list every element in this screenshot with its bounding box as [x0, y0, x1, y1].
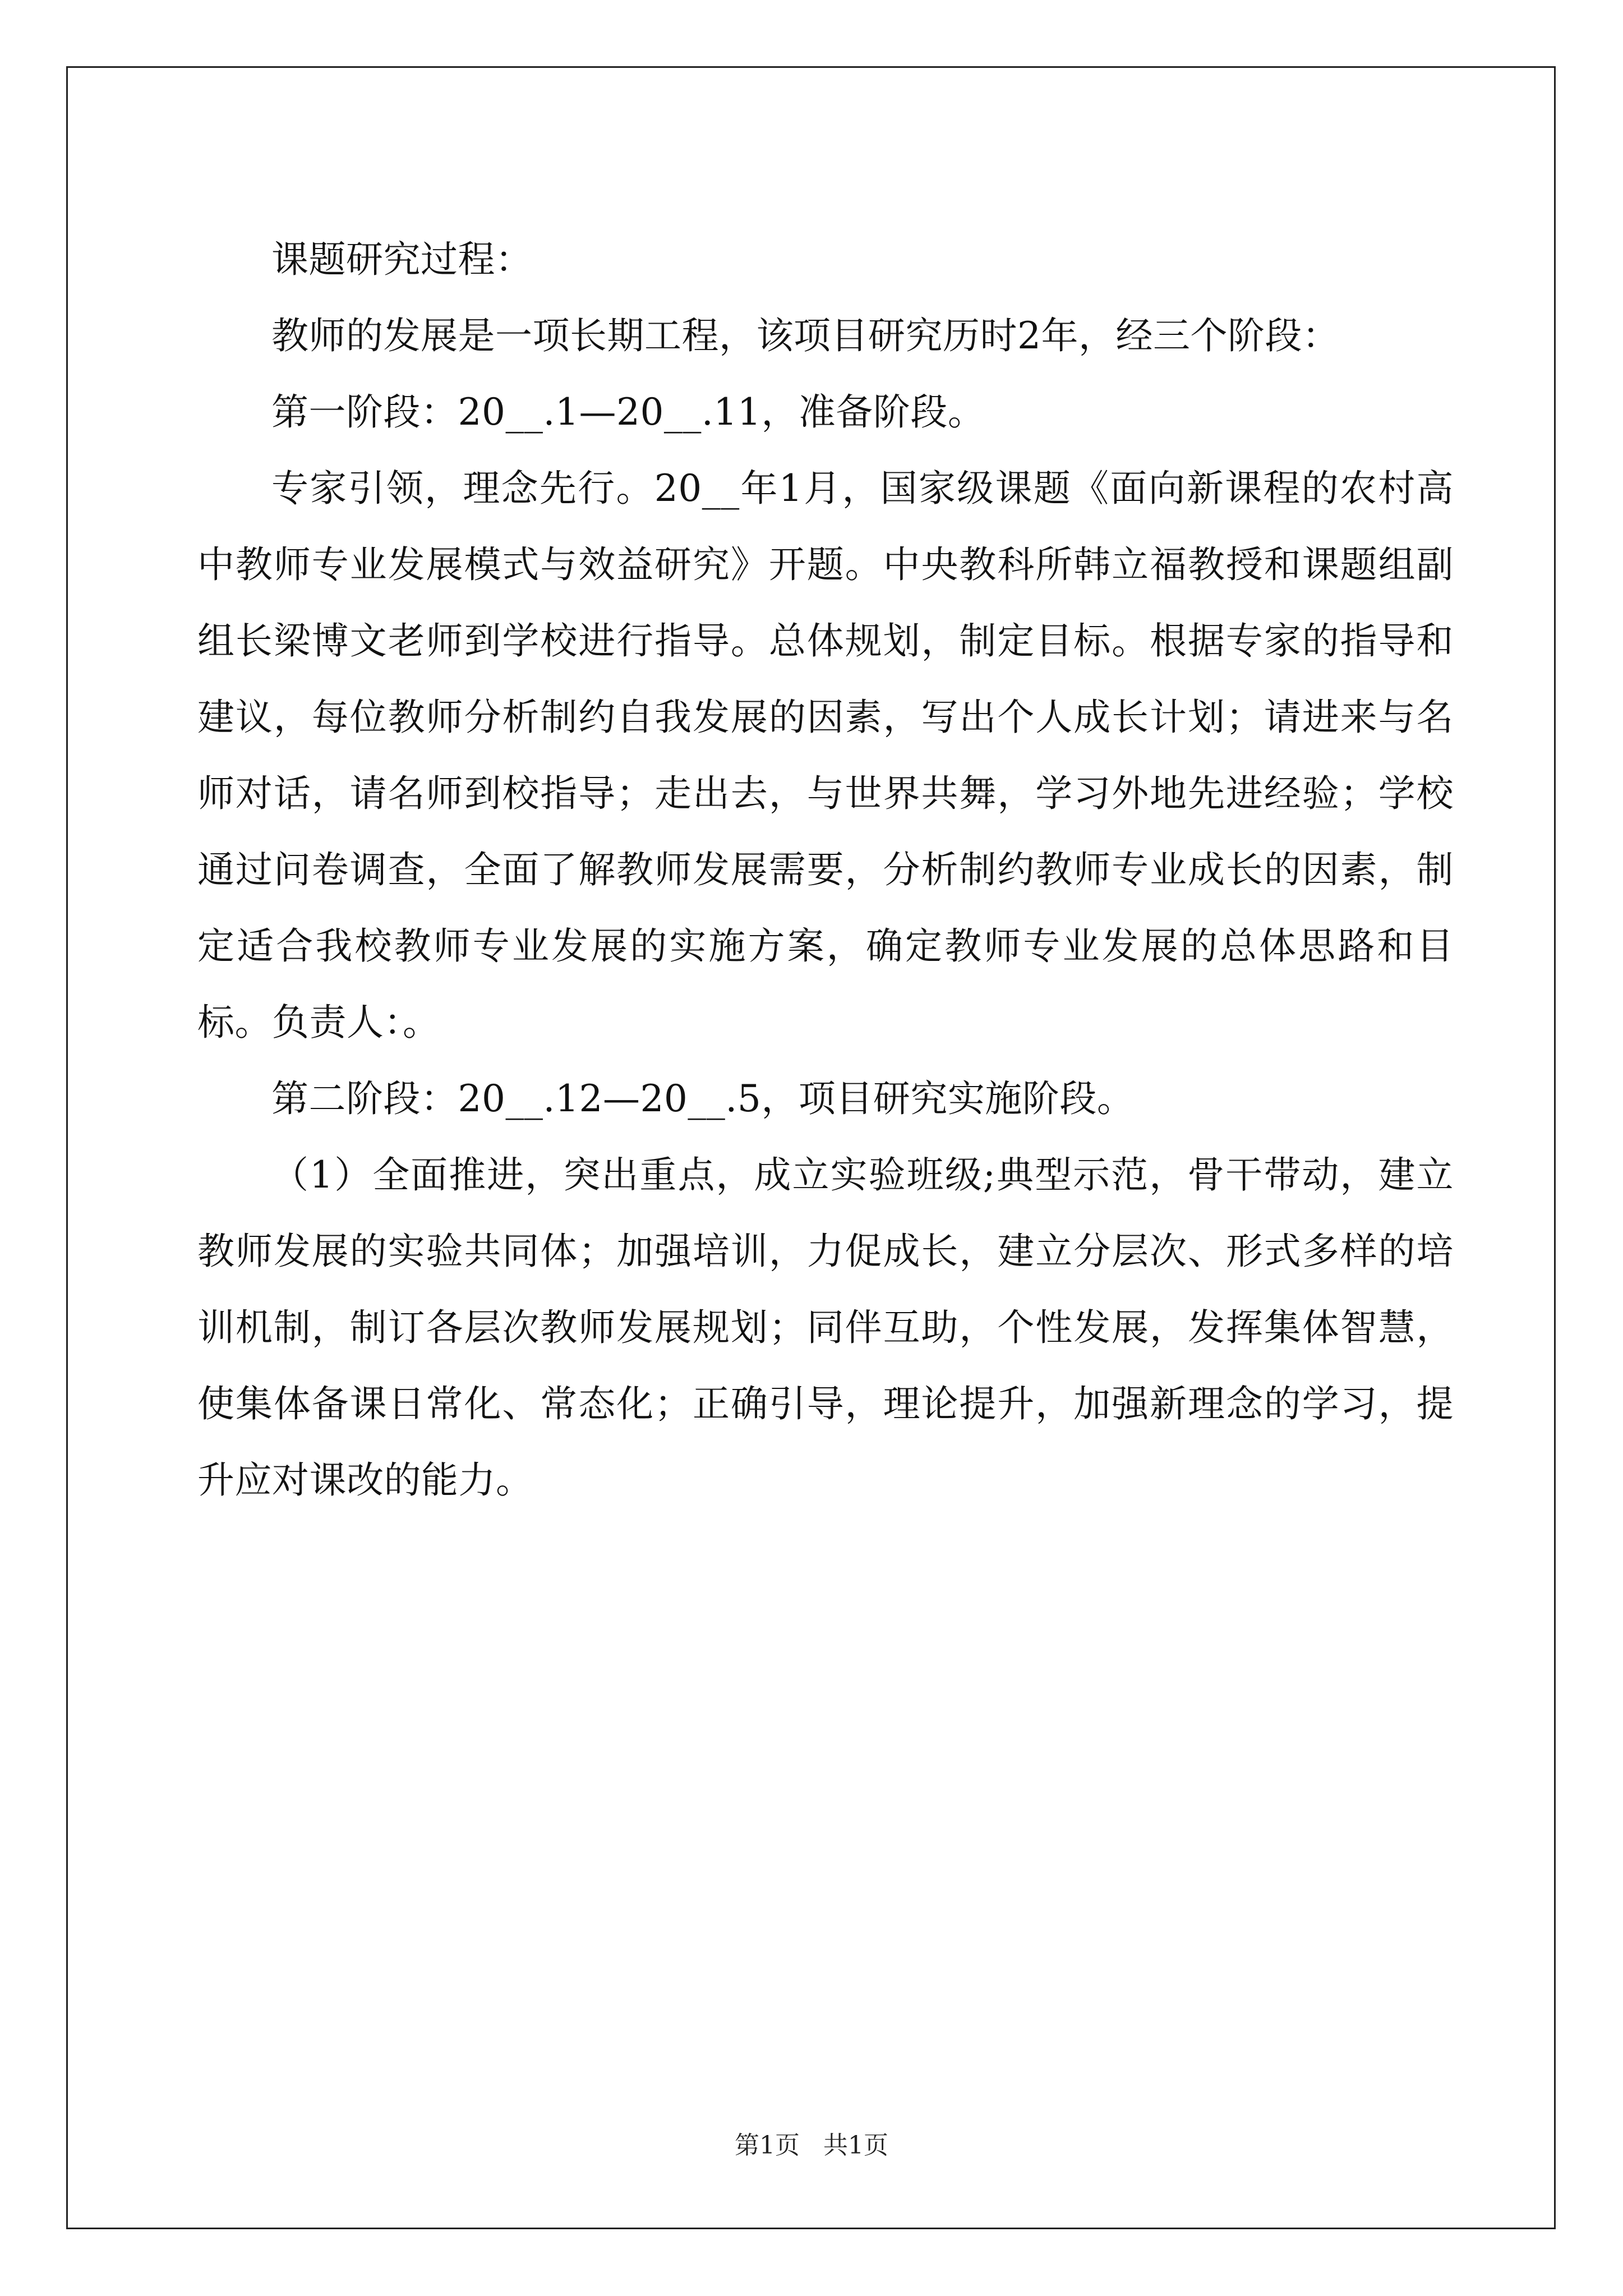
paragraph-stage-two-detail: （1）全面推进，突出重点，成立实验班级;典型示范，骨干带动，建立教师发展的实验共同体；加强培训，力促成长，建立分层次、形式多样的培训机制，制订各层次教师发展规划；同伴互助，个性发展，发挥集体智慧，使集体备课日常化、常态化；正确引导，理论提升，加强新理念的学习，提升应对课改的能力。: [197, 1153, 1454, 1502]
paragraph-stage-one-detail: 专家引领，理念先行。20__年1月，国家级课题《面向新课程的农村高中教师专业发展模式与效益研究》开题。中央教科所韩立福教授和课题组副组长梁博文老师到学校进行指导。总体规划，制定目标。根据专家的指导和建议，每位教师分析制约自我发展的因素，写出个人成长计划；请进来与名师对话，请名师到校指导；走出去，与世界共舞，学习外地先进经验；学校通过问卷调查，全面了解教师发展需要，分析制约教师专业成长的因素，制定适合我校教师专业发展的实施方案，确定教师专业发展的总体思路和目标。负责人：。: [197, 467, 1454, 1044]
paragraph-intro: 教师的发展是一项长期工程，该项目研究历时2年，经三个阶段：: [271, 314, 1340, 357]
paragraph-heading: 课题研究过程：: [271, 238, 533, 281]
document-body: [197, 222, 1454, 1519]
page-number: 第1页 共1页: [735, 2131, 888, 2160]
paragraph-stage-two: 第二阶段：20__.12—20__.5，项目研究实施阶段。: [271, 1077, 1135, 1120]
paragraph-stage-one: 第一阶段：20__.1—20__.11，准备阶段。: [271, 390, 985, 434]
page-footer: [0, 2129, 1623, 2162]
